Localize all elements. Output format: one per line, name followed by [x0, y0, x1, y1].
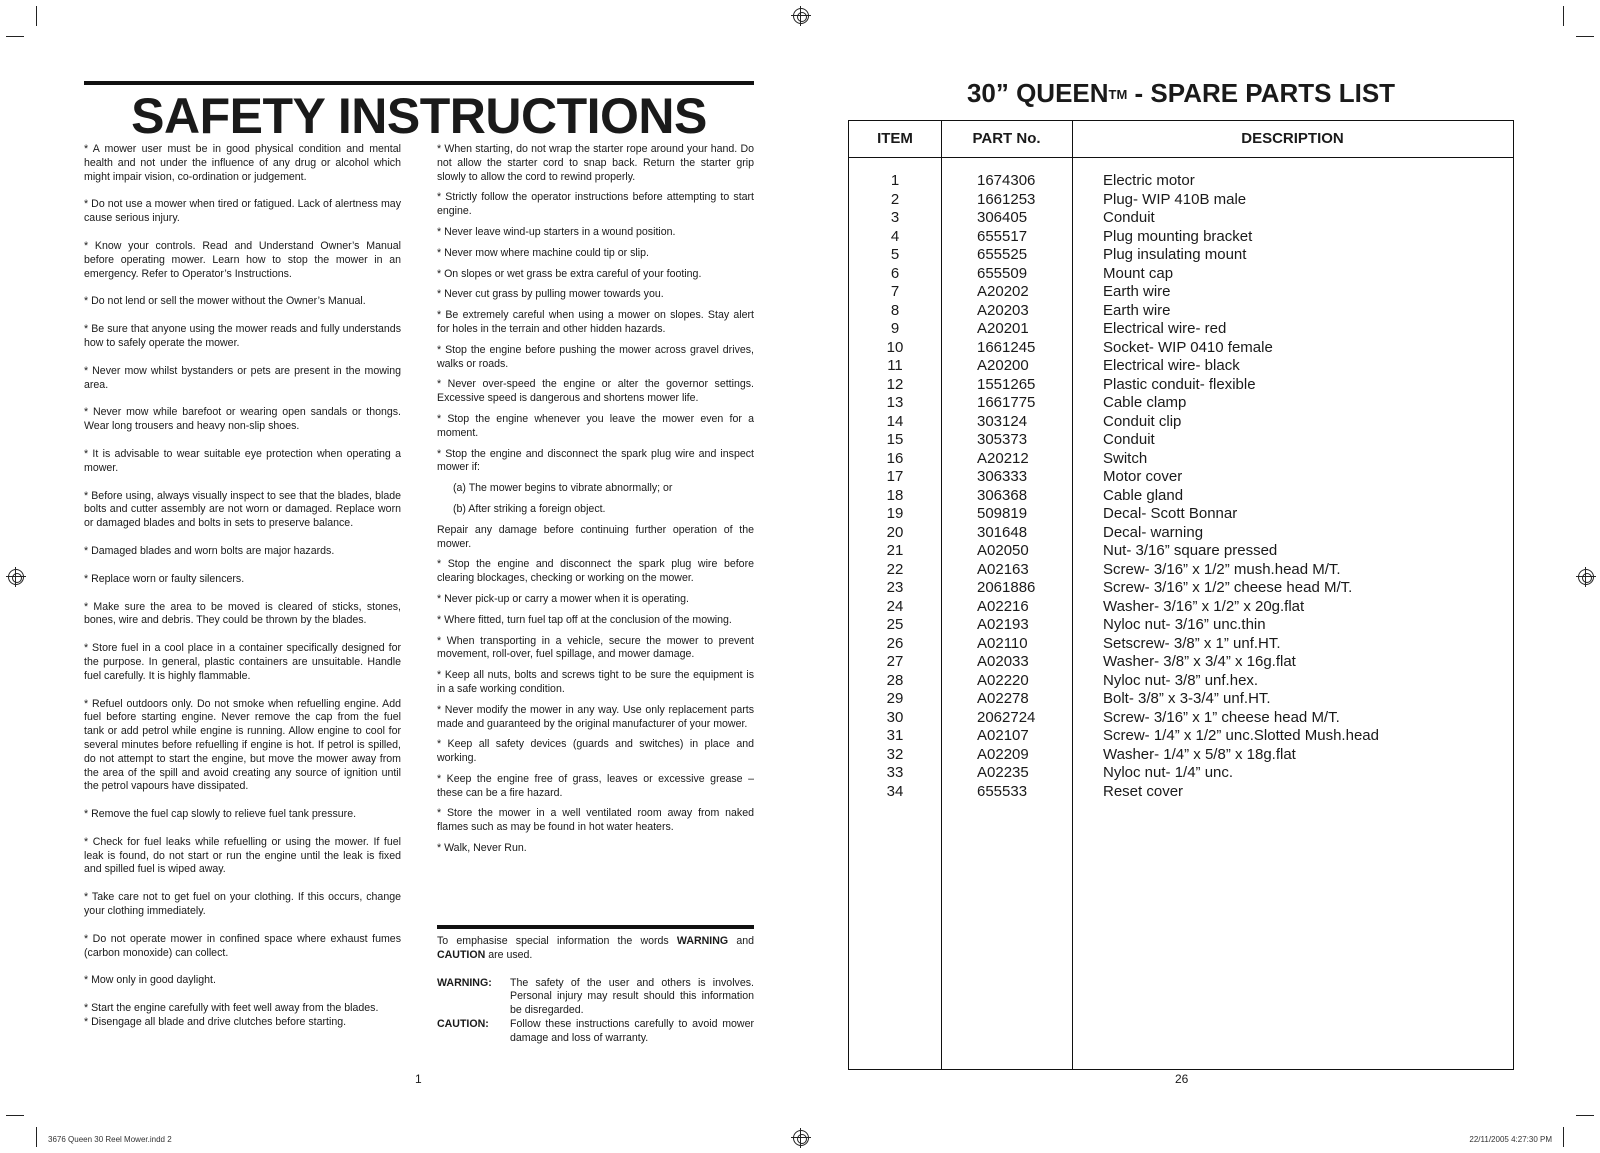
part-number: 1661775 — [977, 394, 1036, 411]
safety-paragraph: * Store fuel in a cool place in a container specifically designed for the purpose. In general, plastic containers are unsuitable. Handle fuel carefully. It is highly flammable. — [84, 642, 401, 682]
table-row — [849, 357, 1513, 376]
safety-paragraph: * On slopes or wet grass be extra careful of your footing. — [437, 267, 702, 280]
safety-paragraph: * Disengage all blade and drive clutches before starting. — [84, 1016, 347, 1029]
part-description: Earth wire — [1103, 301, 1171, 319]
item-number: 28 — [886, 671, 904, 689]
table-row — [849, 265, 1513, 284]
safety-paragraph: * Be extremely careful when using a mower on slopes. Stay alert for holes in the terrain and other hidden hazards. — [437, 309, 754, 335]
part-description: Cable gland — [1103, 486, 1184, 504]
item-number: 26 — [886, 634, 904, 652]
table-row — [849, 672, 1513, 691]
crop-mark — [1576, 1115, 1594, 1116]
safety-subitem: (a) The mower begins to vibrate abnormally; or — [453, 482, 673, 495]
registration-mark-icon — [1578, 569, 1594, 585]
table-row — [849, 783, 1513, 802]
part-description: Nyloc nut- 3/8” unf.hex. — [1103, 671, 1259, 689]
safety-paragraph: * Damaged blades and worn bolts are major hazards. — [84, 544, 335, 557]
part-number: 306333 — [977, 468, 1028, 485]
part-number: 655525 — [977, 246, 1028, 263]
title-rule — [84, 81, 754, 85]
part-number: 303124 — [977, 412, 1028, 430]
safety-paragraph: * Remove the fuel cap slowly to relieve fuel tank pressure. — [84, 808, 357, 821]
item-number: 34 — [886, 782, 904, 800]
table-row — [849, 635, 1513, 654]
table-row — [849, 746, 1513, 765]
part-description: Cable clamp — [1103, 394, 1187, 411]
safety-paragraph: * Where fitted, turn fuel tap off at the conclusion of the mowing. — [437, 613, 732, 626]
table-row — [849, 727, 1513, 746]
item-number: 18 — [886, 486, 904, 504]
table-row — [849, 191, 1513, 210]
warning-label: WARNING: — [437, 976, 492, 989]
header-divider — [849, 157, 1513, 158]
safety-paragraph: * Keep all safety devices (guards and switches) in place and working. — [437, 738, 754, 765]
table-row — [849, 302, 1513, 321]
item-number: 7 — [890, 283, 900, 300]
part-description: Washer- 3/8” x 3/4” x 16g.flat — [1103, 653, 1296, 670]
part-number: A02107 — [977, 727, 1029, 744]
part-description: Plug- WIP 410B male — [1103, 190, 1247, 208]
safety-paragraph: * Before using, always visually inspect to see that the blades, blade bolts and cutter assembly are not worn or damaged. Replace worn or damaged blades and bolts in sets to preserve balance. — [84, 489, 401, 530]
item-number: 25 — [886, 616, 904, 633]
part-description: Decal- warning — [1103, 523, 1204, 541]
item-number: 8 — [890, 301, 900, 319]
table-row — [849, 524, 1513, 543]
safety-paragraph: * Do not use a mower when tired or fatigued. Lack of alertness may cause serious injury. — [84, 198, 401, 225]
safety-paragraph: * Never mow whilst bystanders or pets are present in the mowing area. — [84, 364, 401, 391]
part-number: 301648 — [977, 523, 1028, 541]
part-description: Nut- 3/16” square pressed — [1103, 542, 1278, 559]
crop-mark — [36, 6, 37, 26]
safety-paragraph: * Keep all nuts, bolts and screws tight to be sure the equipment is in a safe working condition. — [437, 669, 754, 695]
parts-table — [848, 120, 1514, 1070]
part-description: Screw- 3/16” x 1” cheese head M/T. — [1103, 708, 1340, 726]
footer-timestamp: 22/11/2005 4:27:30 PM — [1469, 1135, 1552, 1144]
item-number: 10 — [886, 338, 904, 356]
table-row — [849, 283, 1513, 302]
crop-mark — [36, 1127, 37, 1147]
table-row — [849, 709, 1513, 728]
safety-paragraph: * When starting, do not wrap the starter rope around your hand. Do not allow the starter cord to snap back. Return the starter grip slowly to allow the cord to rewind properly. — [437, 143, 754, 183]
item-number: 12 — [886, 375, 904, 393]
caution-definition — [437, 1018, 754, 1046]
item-number: 6 — [890, 264, 900, 282]
part-description: Conduit — [1103, 431, 1155, 448]
part-description: Bolt- 3/8” x 3-3/4” unf.HT. — [1103, 690, 1271, 707]
table-row — [849, 690, 1513, 709]
safety-paragraph: * Replace worn or faulty silencers. — [84, 572, 245, 585]
crop-mark — [6, 1115, 24, 1116]
table-row — [849, 209, 1513, 228]
warning-text: The safety of the user and others is involves. Personal injury may result should this information be disregarded. — [510, 976, 754, 1017]
part-description: Socket- WIP 0410 female — [1103, 338, 1273, 356]
safety-paragraph: * Stop the engine whenever you leave the mower even for a moment. — [437, 412, 754, 439]
table-row — [849, 394, 1513, 413]
safety-paragraph: * It is advisable to wear suitable eye protection when operating a mower. — [84, 447, 401, 474]
part-description: Switch — [1103, 449, 1148, 467]
table-row — [849, 246, 1513, 265]
part-description: Reset cover — [1103, 782, 1184, 800]
item-number: 31 — [886, 727, 904, 744]
item-number: 13 — [886, 394, 904, 411]
table-row — [849, 339, 1513, 358]
table-row — [849, 172, 1513, 191]
page-title: SAFETY INSTRUCTIONS — [131, 88, 707, 144]
page-number-right: 26 — [1175, 1072, 1189, 1086]
part-description: Earth wire — [1103, 283, 1171, 300]
item-number: 33 — [886, 764, 904, 781]
part-description: Mount cap — [1103, 264, 1174, 282]
item-number: 2 — [890, 190, 900, 208]
part-number: 1551265 — [977, 375, 1036, 393]
parts-rows — [849, 172, 1513, 801]
table-row — [849, 561, 1513, 580]
part-description: Electrical wire- red — [1103, 320, 1227, 337]
notice-box — [437, 935, 754, 1046]
part-number: A02033 — [977, 653, 1029, 670]
item-number: 30 — [886, 708, 904, 726]
safety-paragraph: * Refuel outdoors only. Do not smoke when refuelling engine. Add fuel before starting engine. Never remove the cap from the fuel tank or add petrol while engine is running. Allow engine to cool for several minutes before refuelling if engine is hot. If petrol is spilled, do not attempt to start the engine, but move the mower away from the area of the spill and avoid creating any source of ignition until the petrol vapours have dissipated. — [84, 697, 401, 793]
part-number: 2061886 — [977, 579, 1036, 596]
registration-mark-icon — [793, 1130, 809, 1146]
crop-mark — [1576, 36, 1594, 37]
part-description: Screw- 1/4” x 1/2” unc.Slotted Mush.head — [1103, 727, 1379, 744]
part-description: Conduit — [1103, 209, 1155, 226]
part-number: A20212 — [977, 449, 1029, 467]
notice-intro-text: and — [728, 935, 754, 947]
table-row — [849, 320, 1513, 339]
part-number: 2062724 — [977, 708, 1036, 726]
item-number: 4 — [890, 227, 900, 245]
table-row — [849, 228, 1513, 247]
notice-intro-text: To emphasise special information the words — [437, 935, 677, 947]
safety-paragraph: * Strictly follow the operator instructions before attempting to start engine. — [437, 191, 754, 218]
part-description: Motor cover — [1103, 468, 1183, 485]
table-row — [849, 505, 1513, 524]
part-number: A02209 — [977, 745, 1029, 763]
safety-paragraph: * Be sure that anyone using the mower reads and fully understands how to safely operate the mower. — [84, 323, 401, 349]
safety-paragraph: * Never mow while barefoot or wearing open sandals or thongs. Wear long trousers and heavy non-slip shoes. — [84, 406, 401, 433]
crop-mark — [1563, 6, 1564, 26]
part-number: 655533 — [977, 782, 1028, 800]
header-description: DESCRIPTION — [1241, 130, 1344, 147]
safety-paragraph: * Never leave wind-up starters in a wound position. — [437, 225, 676, 238]
page-number-left: 1 — [415, 1072, 422, 1086]
item-number: 22 — [886, 560, 904, 578]
warning-word: WARNING — [676, 935, 729, 947]
part-number: 655509 — [977, 264, 1028, 282]
table-row — [849, 616, 1513, 635]
part-description: Nyloc nut- 3/16” unc.thin — [1103, 616, 1266, 633]
safety-paragraph: * Never mow where machine could tip or slip. — [437, 246, 649, 259]
part-number: 305373 — [977, 431, 1028, 448]
header-part-no: PART No. — [972, 130, 1041, 147]
item-number: 21 — [886, 542, 904, 559]
table-row — [849, 487, 1513, 506]
item-number: 11 — [887, 357, 903, 374]
part-description: Decal- Scott Bonnar — [1103, 505, 1238, 522]
item-number: 15 — [886, 431, 904, 448]
safety-paragraph: * Never cut grass by pulling mower towards you. — [437, 288, 664, 301]
part-description: Electrical wire- black — [1103, 357, 1240, 374]
parts-list-title — [848, 76, 1514, 110]
safety-paragraph: * When transporting in a vehicle, secure the mower to prevent movement, roll-over, fuel spillage, and mower damage. — [437, 634, 754, 661]
item-number: 23 — [886, 579, 904, 596]
item-number: 9 — [890, 320, 900, 337]
part-number: A02193 — [977, 616, 1029, 633]
safety-column-2 — [437, 143, 754, 856]
table-row — [849, 653, 1513, 672]
trademark: TM — [1108, 87, 1128, 102]
part-number: 306405 — [977, 209, 1028, 226]
safety-paragraph: * Start the engine carefully with feet well away from the blades. — [84, 1002, 379, 1015]
item-number: 32 — [886, 745, 904, 763]
item-number: 20 — [886, 523, 904, 541]
table-row — [849, 764, 1513, 783]
part-number: A02110 — [977, 634, 1028, 652]
item-number: 3 — [890, 209, 900, 226]
part-description: Electric motor — [1103, 172, 1195, 189]
safety-paragraph: * A mower user must be in good physical condition and mental health and not under the influence of any drug or alcohol which might impair vision, co-ordination or judgement. — [84, 143, 401, 183]
part-number: 1661245 — [977, 338, 1036, 356]
safety-paragraph: * Walk, Never Run. — [437, 842, 527, 855]
part-number: A20203 — [977, 301, 1029, 319]
part-description: Setscrew- 3/8” x 1” unf.HT. — [1103, 634, 1281, 652]
part-number: 655517 — [977, 227, 1028, 245]
item-number: 27 — [886, 653, 904, 670]
safety-paragraph: * Store the mower in a well ventilated room away from naked flames such as may be found in hot water heaters. — [437, 807, 754, 834]
part-description: Screw- 3/16” x 1/2” cheese head M/T. — [1103, 579, 1353, 596]
part-number: A20200 — [977, 357, 1029, 374]
part-description: Plug insulating mount — [1103, 246, 1247, 263]
notice-intro-text: are used. — [485, 948, 533, 961]
part-number: 1661253 — [977, 190, 1036, 208]
part-number: 509819 — [977, 505, 1028, 522]
table-row — [849, 413, 1513, 432]
table-row — [849, 376, 1513, 395]
safety-paragraph: Repair any damage before continuing further operation of the mower. — [437, 523, 754, 550]
title-main: 30” QUEEN — [966, 78, 1109, 108]
item-number: 19 — [886, 505, 904, 522]
crop-mark — [1563, 1127, 1564, 1147]
part-description: Plug mounting bracket — [1103, 227, 1253, 245]
safety-subitem: (b) After striking a foreign object. — [453, 502, 606, 515]
part-number: A02235 — [977, 764, 1029, 781]
item-number: 17 — [886, 468, 904, 485]
safety-paragraph: * Keep the engine free of grass, leaves or excessive grease – these can be a fire hazard. — [437, 772, 754, 799]
safety-paragraph: * Never over-speed the engine or alter the governor settings. Excessive speed is dangerous and shortens mower life. — [437, 378, 754, 405]
safety-column-1 — [84, 143, 401, 1030]
part-description: Washer- 3/16” x 1/2” x 20g.flat — [1103, 597, 1305, 615]
part-number: A20201 — [977, 320, 1029, 337]
safety-paragraph: * Make sure the area to be moved is cleared of sticks, stones, bones, wire and debris. They could be thrown by the blades. — [84, 600, 401, 627]
safety-paragraph: * Know your controls. Read and Understand Owner’s Manual before operating mower. Learn how to stop the mower in an emergency. Refer to Operator’s Instructions. — [84, 239, 401, 280]
registration-mark-icon — [8, 569, 24, 585]
crop-mark — [6, 36, 24, 37]
part-number: A20202 — [977, 283, 1029, 300]
table-row — [849, 450, 1513, 469]
item-number: 14 — [886, 412, 904, 430]
part-description: Conduit clip — [1103, 412, 1182, 430]
safety-paragraph: * Do not lend or sell the mower without the Owner’s Manual. — [84, 295, 366, 308]
safety-paragraph: * Never modify the mower in any way. Use only replacement parts made and guaranteed by the original manufacturer of your mower. — [437, 703, 754, 730]
warning-definition — [437, 977, 754, 1018]
registration-mark-icon — [793, 8, 809, 24]
part-number: 1674306 — [977, 172, 1036, 189]
safety-paragraph: * Stop the engine before pushing the mower across gravel drives, walks or roads. — [437, 343, 754, 370]
item-number: 5 — [890, 246, 900, 263]
item-number: 24 — [886, 597, 904, 615]
safety-paragraph: * Mow only in good daylight. — [84, 974, 216, 987]
header-item: ITEM — [877, 130, 913, 147]
caution-text: Follow these instructions carefully to avoid mower damage and loss of warranty. — [510, 1017, 754, 1044]
part-number: 306368 — [977, 486, 1028, 504]
safety-paragraph: * Check for fuel leaks while refuelling or using the mower. If fuel leak is found, do not start or run the engine until the leak is fixed and spilled fuel is wiped away. — [84, 835, 401, 876]
title-rest: - SPARE PARTS LIST — [1127, 78, 1396, 108]
item-number: 1 — [890, 172, 900, 189]
notice-intro — [437, 935, 754, 963]
table-row — [849, 579, 1513, 598]
part-description: Washer- 1/4” x 5/8” x 18g.flat — [1103, 745, 1296, 763]
table-row — [849, 431, 1513, 450]
table-row — [849, 598, 1513, 617]
safety-paragraph: * Do not operate mower in confined space where exhaust fumes (carbon monoxide) can collect. — [84, 932, 401, 959]
footer-file-name: 3676 Queen 30 Reel Mower.indd 2 — [48, 1135, 172, 1144]
part-description: Plastic conduit- flexible — [1103, 375, 1256, 393]
part-description: Nyloc nut- 1/4” unc. — [1103, 764, 1234, 781]
item-number: 16 — [886, 449, 904, 467]
part-number: A02163 — [977, 560, 1029, 578]
table-row — [849, 468, 1513, 487]
part-description: Screw- 3/16” x 1/2” mush.head M/T. — [1103, 560, 1341, 578]
safety-paragraph: * Never pick-up or carry a mower when it is operating. — [437, 592, 689, 605]
part-number: A02278 — [977, 690, 1029, 707]
part-number: A02220 — [977, 671, 1029, 689]
item-number: 29 — [886, 690, 904, 707]
caution-label: CAUTION: — [437, 1017, 489, 1030]
part-number: A02050 — [977, 542, 1029, 559]
table-row — [849, 542, 1513, 561]
safety-paragraph: * Stop the engine and disconnect the spark plug wire before clearing blockages, checking or working on the mower. — [437, 558, 754, 585]
part-number: A02216 — [977, 597, 1029, 615]
notice-rule — [437, 925, 754, 929]
caution-word: CAUTION — [437, 948, 486, 961]
safety-paragraph: * Stop the engine and disconnect the spark plug wire and inspect mower if: — [437, 447, 754, 474]
safety-paragraph: * Take care not to get fuel on your clothing. If this occurs, change your clothing immediately. — [84, 891, 401, 918]
